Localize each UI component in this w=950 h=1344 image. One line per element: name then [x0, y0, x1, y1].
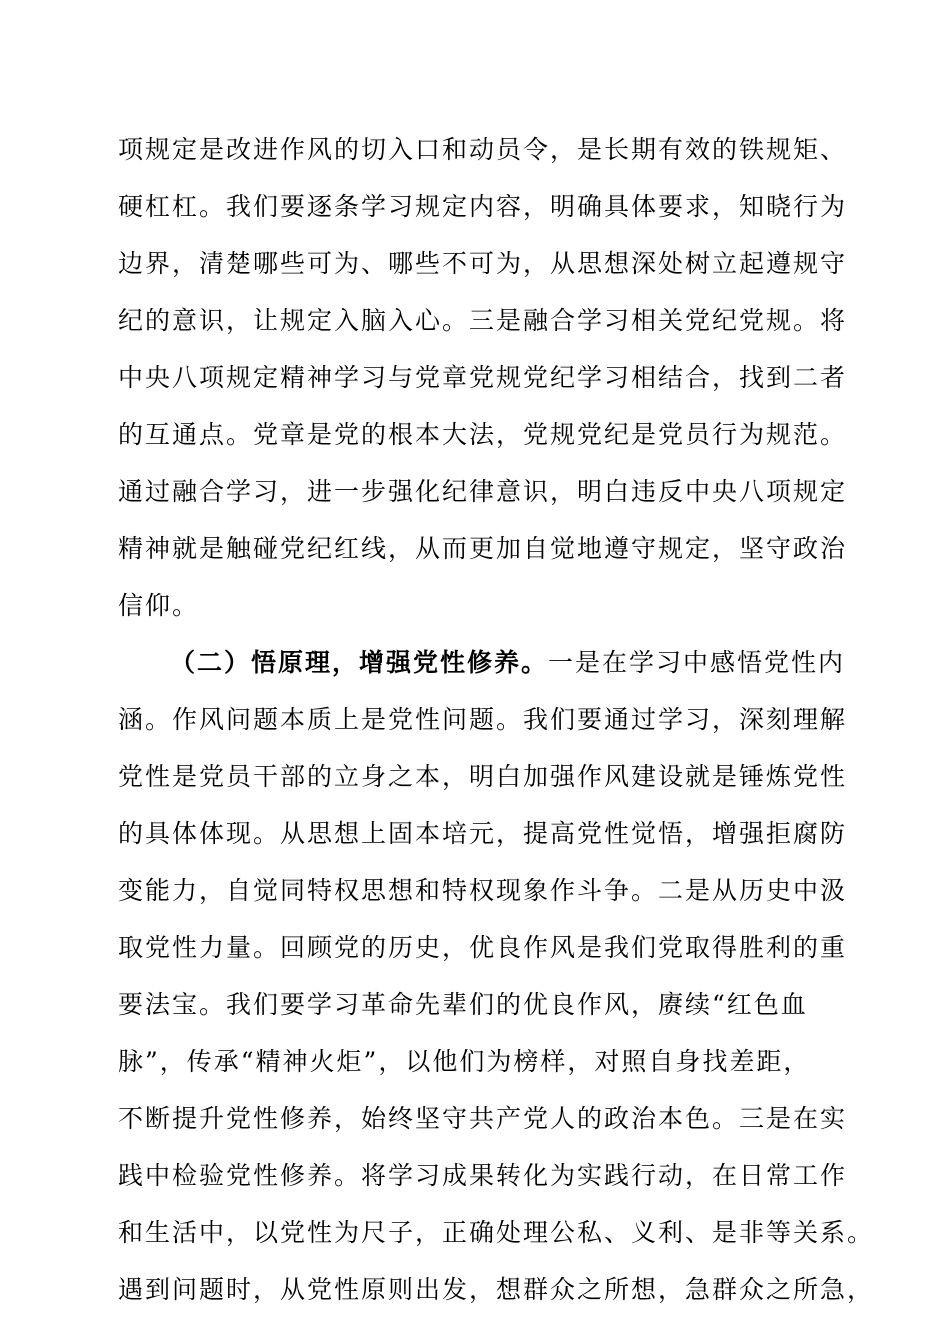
paragraph-line: 涵。作风问题本质上是党性问题。我们要通过学习，深刻理解 [118, 705, 848, 734]
paragraph-line: 的具体体现。从思想上固本培元，提高党性觉悟，增强拒腐防 [118, 819, 848, 848]
paragraph-line: 纪的意识，让规定入脑入心。三是融合学习相关党纪党规。将 [118, 306, 848, 335]
paragraph-line: 脉”，传承“精神火炬”，以他们为榜样，对照自身找差距， [118, 1047, 811, 1076]
paragraph-line: 遇到问题时，从党性原则出发，想群众之所想，急群众之所急， [118, 1275, 875, 1304]
section-2-first-line [170, 643, 900, 683]
paragraph-line: 取党性力量。回顾党的历史，优良作风是我们党取得胜利的重 [118, 933, 848, 962]
paragraph-line: 项规定是改进作风的切入口和动员令，是长期有效的铁规矩、 [118, 135, 848, 164]
paragraph-line: 不断提升党性修养，始终坚守共产党人的政治本色。三是在实 [118, 1104, 848, 1133]
paragraph-line: 边界，清楚哪些可为、哪些不可为，从思想深处树立起遵规守 [118, 249, 848, 278]
paragraph-line: 党性是党员干部的立身之本，明白加强作风建设就是锤炼党性 [118, 762, 848, 791]
paragraph-line: 践中检验党性修养。将学习成果转化为实践行动，在日常工作 [118, 1161, 848, 1190]
paragraph-line: 通过融合学习，进一步强化纪律意识，明白违反中央八项规定 [118, 477, 848, 506]
paragraph-line: 的互通点。党章是党的根本大法，党规党纪是党员行为规范。 [118, 420, 848, 449]
paragraph-line: 信仰。 [118, 591, 200, 620]
paragraph-line: 中央八项规定精神学习与党章党规党纪学习相结合，找到二者 [118, 363, 848, 392]
paragraph-line: 变能力，自觉同特权思想和特权现象作斗争。二是从历史中汲 [118, 876, 848, 905]
section-2-first-line-text: 一是在学习中感悟党性内 [548, 648, 846, 677]
paragraph-line: 精神就是触碰党纪红线，从而更加自觉地遵守规定，坚守政治 [118, 534, 848, 563]
section-2-heading: （二）悟原理，增强党性修养。 [170, 648, 549, 677]
paragraph-line: 硬杠杠。我们要逐条学习规定内容，明确具体要求，知晓行为 [118, 192, 848, 221]
paragraph-line: 要法宝。我们要学习革命先辈们的优良作风，赓续“红色血 [118, 990, 808, 1019]
paragraph-line: 和生活中，以党性为尺子，正确处理公私、义利、是非等关系。 [118, 1218, 875, 1247]
